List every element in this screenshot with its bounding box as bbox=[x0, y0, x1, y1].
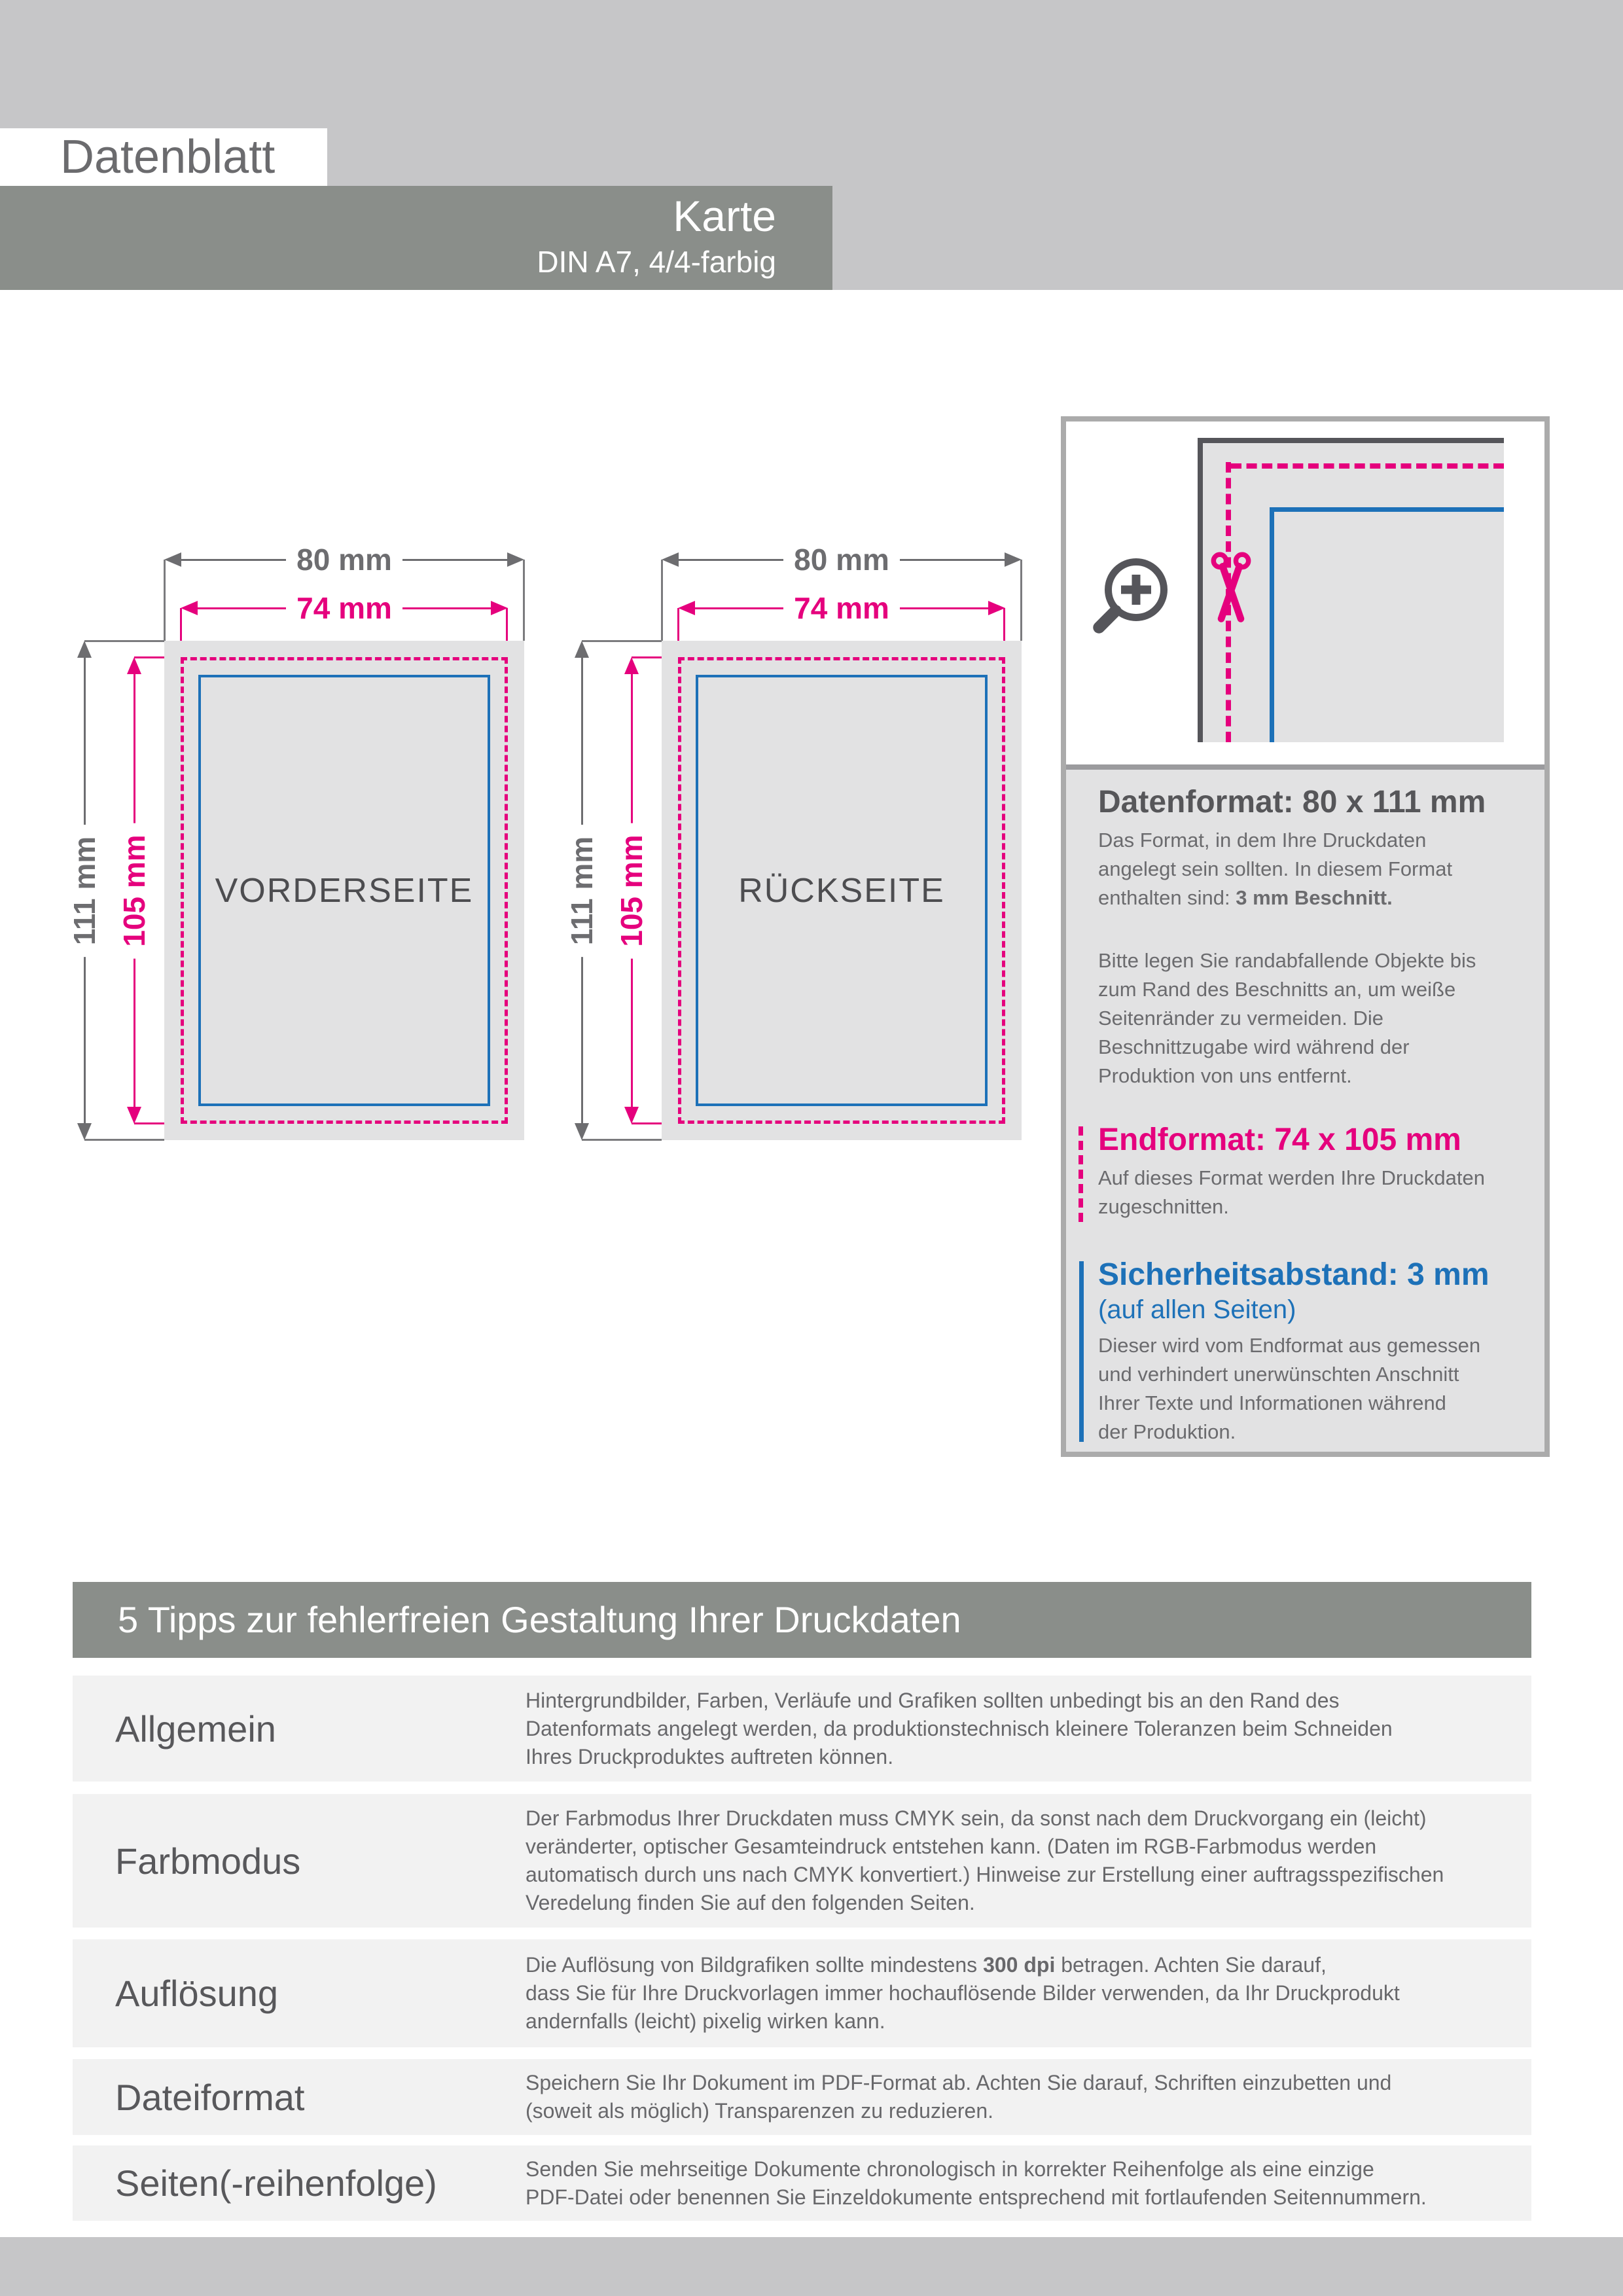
product-title: Karte bbox=[673, 192, 776, 240]
text-line: Senden Sie mehrseitige Dokumente chronologisch in korrekter Reihenfolge als eine einzige bbox=[526, 2157, 1374, 2181]
bottom-band bbox=[0, 2237, 1623, 2296]
extension-line bbox=[1020, 560, 1022, 641]
dimension-width-outer bbox=[164, 545, 524, 575]
dimension-label: 111 mm bbox=[564, 824, 599, 956]
text-line: Dieser wird vom Endformat aus gemessen bbox=[1098, 1334, 1481, 1357]
product-title-box bbox=[0, 186, 832, 290]
text-line: enthalten sind: 3 mm Beschnitt. bbox=[1098, 886, 1393, 909]
arrowhead-down-icon bbox=[624, 1107, 639, 1124]
text-line: Produktion von uns entfernt. bbox=[1098, 1064, 1352, 1087]
tip-row-dateiformat bbox=[73, 2059, 1531, 2135]
text-line: Bitte legen Sie randabfallende Objekte bis bbox=[1098, 949, 1476, 972]
dimension-label: 111 mm bbox=[67, 824, 102, 956]
extension-line bbox=[84, 640, 164, 642]
arrowhead-down-icon bbox=[77, 1123, 92, 1140]
diagram-back bbox=[565, 530, 1028, 1152]
arrowhead-down-icon bbox=[127, 1107, 141, 1124]
dimension-label: 74 mm bbox=[794, 591, 889, 625]
text-line: Datenformats angelegt werden, da produktionstechnisch kleinere Toleranzen beim Schneiden bbox=[526, 1716, 1393, 1740]
sicherheitsabstand-subtitle: (auf allen Seiten) bbox=[1098, 1295, 1296, 1324]
sheet-label: Datenblatt bbox=[60, 131, 276, 183]
sheet-label-box bbox=[0, 128, 327, 186]
extension-line bbox=[661, 560, 663, 641]
tip-label: Allgemein bbox=[115, 1708, 276, 1749]
dimension-width-outer bbox=[662, 545, 1022, 575]
extension-line bbox=[582, 1139, 662, 1141]
text-line: und verhindert unerwünschten Anschnitt bbox=[1098, 1363, 1459, 1386]
dimension-label: 105 mm bbox=[614, 823, 649, 958]
tip-label: Dateiformat bbox=[115, 2076, 305, 2118]
datenformat-title: Datenformat: 80 x 111 mm bbox=[1098, 785, 1486, 819]
magnifier-handle bbox=[1091, 603, 1124, 636]
arrowhead-left-icon bbox=[662, 552, 679, 567]
side-label: RÜCKSEITE bbox=[738, 872, 945, 910]
endformat-block bbox=[1098, 1122, 1531, 1221]
dimension-label: 74 mm bbox=[296, 591, 392, 625]
plus-icon bbox=[1132, 575, 1141, 605]
info-panel bbox=[1061, 416, 1550, 1457]
tip-text bbox=[526, 1794, 1518, 1928]
product-subtitle: DIN A7, 4/4-farbig bbox=[537, 245, 776, 279]
dimension-line bbox=[198, 607, 286, 609]
text-line: Der Farbmodus Ihrer Druckdaten muss CMYK sein, da sonst nach dem Druckvorgang ein (leicht) bbox=[526, 1806, 1427, 1830]
text-line: PDF-Datei oder benennen Sie Einzeldokumente entsprechend mit fortlaufenden Seitennummern. bbox=[526, 2185, 1427, 2209]
dimension-line bbox=[679, 559, 783, 561]
dimension-width-inner bbox=[181, 593, 508, 623]
tip-text bbox=[526, 1939, 1518, 2047]
text-line: veränderter, optischer Gesamteindruck entstehen kann. (Daten im RGB-Farbmodus werden bbox=[526, 1835, 1377, 1858]
endformat-text bbox=[1098, 1164, 1531, 1221]
dimension-line bbox=[402, 559, 507, 561]
tip-row-aufloesung bbox=[73, 1939, 1531, 2047]
dimension-line bbox=[402, 607, 491, 609]
dimension-width-inner bbox=[678, 593, 1005, 623]
sicherheitsabstand-title: Sicherheitsabstand: 3 mm bbox=[1098, 1257, 1489, 1292]
dimension-line bbox=[900, 607, 988, 609]
diagram-front bbox=[67, 530, 531, 1152]
side-label: VORDERSEITE bbox=[215, 872, 474, 910]
tip-label: Auflösung bbox=[115, 1973, 279, 2014]
tip-label: Farbmodus bbox=[115, 1840, 301, 1882]
arrowhead-left-icon bbox=[164, 552, 181, 567]
spacer bbox=[1098, 912, 1531, 941]
tip-row-allgemein bbox=[73, 1676, 1531, 1782]
text-line: Ihres Druckproduktes auftreten können. bbox=[526, 1744, 894, 1768]
tip-text bbox=[526, 2059, 1518, 2135]
dimension-label: 80 mm bbox=[794, 543, 889, 577]
tip-row-farbmodus bbox=[73, 1794, 1531, 1928]
sicherheitsabstand-text bbox=[1098, 1331, 1531, 1446]
tip-row-seiten bbox=[73, 2145, 1531, 2221]
text-line: andernfalls (leicht) pixelig wirken kann. bbox=[526, 2009, 885, 2033]
safety-line-sample bbox=[1079, 1261, 1084, 1442]
dimension-line bbox=[695, 607, 783, 609]
extension-line bbox=[164, 560, 166, 641]
extension-line bbox=[582, 640, 662, 642]
dimension-label: 80 mm bbox=[296, 543, 392, 577]
text-line: angelegt sein sollten. In diesem Format bbox=[1098, 857, 1453, 880]
text-line: zugeschnitten. bbox=[1098, 1195, 1229, 1218]
dimension-line bbox=[181, 559, 286, 561]
datenformat-block bbox=[1098, 784, 1531, 1090]
text-line: Die Auflösung von Bildgrafiken sollte mindestens 300 dpi betragen. Achten Sie darauf, bbox=[526, 1953, 1327, 1977]
detail-safety-line bbox=[1270, 507, 1504, 512]
zoom-detail-box bbox=[1066, 422, 1544, 770]
arrowhead-down-icon bbox=[575, 1123, 589, 1140]
text-line: Veredelung finden Sie auf den folgenden Seiten. bbox=[526, 1891, 975, 1914]
text-line: der Produktion. bbox=[1098, 1420, 1236, 1443]
scissors-icon bbox=[1210, 552, 1252, 625]
cut-line-sample bbox=[1079, 1126, 1083, 1222]
detail-safety-line bbox=[1270, 507, 1274, 742]
tips-banner: 5 Tipps zur fehlerfreien Gestaltung Ihrer Druckdaten bbox=[73, 1582, 1531, 1658]
datenformat-text bbox=[1098, 826, 1531, 912]
text-line: Beschnittzugabe wird während der bbox=[1098, 1035, 1410, 1058]
dimension-label: 105 mm bbox=[116, 823, 152, 958]
tip-label: Seiten(-reihenfolge) bbox=[115, 2162, 437, 2204]
detail-cut-line bbox=[1231, 463, 1504, 469]
text-line: automatisch durch uns nach CMYK konvertiert.) Hinweise zur Erstellung einer auftragsspezifischen bbox=[526, 1863, 1444, 1886]
text-line: Hintergrundbilder, Farben, Verläufe und Grafiken sollten unbedingt bis an den Rand des bbox=[526, 1688, 1340, 1712]
text-line: dass Sie für Ihre Druckvorlagen immer hochauflösende Bilder verwenden, da Ihr Druckprodukt bbox=[526, 1981, 1400, 2005]
text-line: Seitenränder zu vermeiden. Die bbox=[1098, 1007, 1383, 1030]
text-line: Ihrer Texte und Informationen während bbox=[1098, 1391, 1446, 1414]
extension-line bbox=[523, 560, 525, 641]
text-line: (soweit als möglich) Transparenzen zu reduzieren. bbox=[526, 2099, 993, 2123]
bleed-note-text bbox=[1098, 946, 1531, 1090]
text-line: Das Format, in dem Ihre Druckdaten bbox=[1098, 829, 1427, 852]
tip-text bbox=[526, 2145, 1518, 2221]
tip-text bbox=[526, 1676, 1518, 1782]
sicherheitsabstand-block bbox=[1098, 1257, 1531, 1446]
arrowhead-right-icon bbox=[507, 552, 524, 567]
arrowhead-left-icon bbox=[678, 601, 695, 615]
endformat-title: Endformat: 74 x 105 mm bbox=[1098, 1122, 1461, 1157]
extension-line bbox=[84, 1139, 164, 1141]
arrowhead-left-icon bbox=[181, 601, 198, 615]
dimension-line bbox=[900, 559, 1005, 561]
format-info-panel bbox=[1066, 770, 1544, 1452]
text-line: Speichern Sie Ihr Dokument im PDF-Format ab. Achten Sie darauf, Schriften einzubetten und bbox=[526, 2071, 1392, 2094]
text-line: zum Rand des Beschnitts an, um weiße bbox=[1098, 978, 1456, 1001]
arrowhead-right-icon bbox=[1005, 552, 1022, 567]
text-line: Auf dieses Format werden Ihre Druckdaten bbox=[1098, 1166, 1485, 1189]
